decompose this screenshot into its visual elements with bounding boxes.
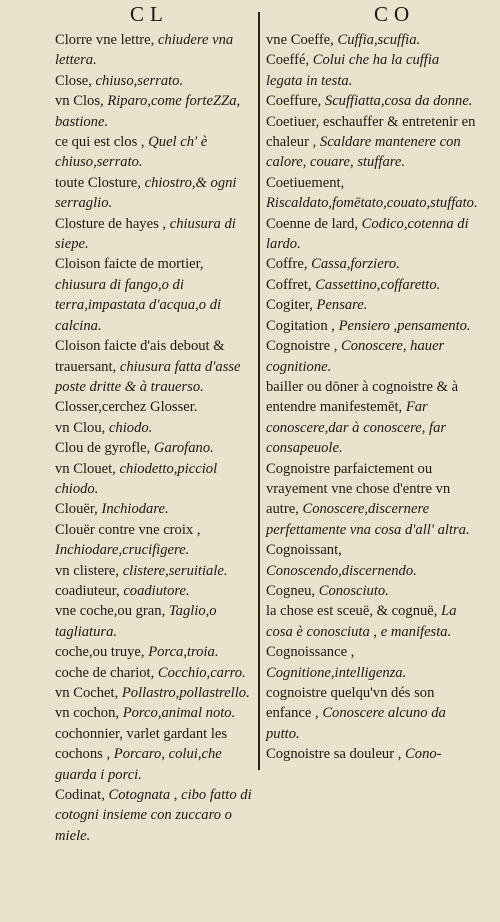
italian-translation: Pollastro,pollastrello.: [121, 685, 250, 701]
french-term: coadiuteur,: [55, 582, 120, 599]
dictionary-entry: [266, 91, 476, 111]
dictionary-entry: [266, 214, 476, 255]
italian-translation: Porco,animal noto.: [122, 705, 236, 722]
french-term: Coetiuer, eschauffer & entretenir en chaleur ,: [266, 113, 476, 151]
left-column: [55, 30, 255, 846]
dictionary-entry: [55, 214, 255, 255]
french-term: la chose est sceuë, & cognuë,: [266, 603, 438, 620]
italian-translation: chiusura di fango,o di terra,impastata d'acqua,o di calcina.: [55, 276, 222, 334]
italian-translation: chiuso,serrato.: [95, 72, 184, 89]
french-term: Cogitation ,: [266, 317, 335, 334]
dictionary-entry: [55, 663, 255, 683]
dictionary-entry: [266, 295, 476, 315]
dictionary-entry: [266, 173, 476, 214]
dictionary-entry: [55, 91, 255, 132]
italian-translation: Inchiodare,crucifigere.: [55, 542, 190, 559]
dictionary-entry: [266, 601, 476, 642]
french-term: Coffret,: [266, 276, 312, 293]
italian-translation: Riparo,come forteZZa, bastione.: [55, 93, 241, 130]
french-term: Cognoistre sa douleur ,: [266, 746, 402, 763]
italian-translation: Porca,troia.: [148, 644, 219, 661]
dictionary-entry: [55, 438, 255, 458]
header-left: CL: [130, 2, 169, 26]
french-term: Cloison faicte de mortier,: [55, 256, 204, 273]
dictionary-entry: [55, 520, 255, 561]
dictionary-entry: [55, 30, 255, 71]
french-term: Cloison faicte d'ais debout & trauersant,: [55, 338, 225, 375]
french-term: vn Clou,: [55, 419, 106, 436]
dictionary-entry: [55, 459, 255, 500]
dictionary-entry: [266, 540, 476, 581]
french-term: Coeffure,: [266, 93, 322, 110]
dictionary-entry: [55, 71, 255, 91]
french-term: ce qui est clos ,: [55, 134, 145, 151]
italian-translation: Scuffiatta,cosa da donne.: [324, 93, 473, 110]
french-term: Clouër,: [55, 501, 98, 518]
italian-translation: chiodo.: [108, 419, 153, 436]
french-term: Cognoissant,: [266, 542, 342, 559]
italian-translation: clistere,seruitiale.: [122, 562, 228, 579]
italian-translation: La cosa è conosciuta , e manifesta.: [266, 603, 457, 640]
italian-translation: Cotognata , cibo fatto di cotogni insieme con zuccaro o miele.: [55, 787, 252, 844]
dictionary-entry: [55, 397, 255, 417]
french-term: Coeffé,: [266, 52, 310, 69]
dictionary-entry: [266, 683, 476, 744]
french-term: Clorre vne lettre,: [55, 32, 155, 48]
italian-translation: chiusura di siepe.: [55, 215, 236, 253]
french-term: bailler ou dōner à cognoistre & à entendre manifestemēt,: [266, 378, 459, 416]
french-term: cochonnier, varlet gardant les cochons ,: [55, 725, 228, 763]
french-term: vn Clouet,: [55, 460, 116, 477]
dictionary-entry: [266, 316, 476, 336]
italian-translation: Porcaro, colui,che guarda i porci.: [55, 746, 222, 783]
french-term: Close,: [55, 72, 92, 89]
italian-translation: Cocchio,carro.: [157, 664, 246, 681]
italian-translation: Cassa,forziero.: [311, 256, 400, 273]
dictionary-entry: [266, 50, 476, 91]
french-term: Coenne de lard,: [266, 215, 358, 232]
french-term: Codinat,: [55, 787, 105, 804]
dictionary-entry: [55, 173, 255, 214]
dictionary-entry: [55, 724, 255, 785]
french-term: toute Closture,: [55, 174, 141, 191]
dictionary-entry: [266, 275, 476, 295]
italian-translation: Conoscere, hauer cognitione.: [266, 338, 445, 375]
dictionary-entry: [266, 30, 476, 50]
french-term: Coffre,: [266, 256, 308, 273]
italian-translation: Quel ch' è chiuso,serrato.: [55, 134, 208, 171]
french-term: vn Cochet,: [55, 685, 119, 701]
italian-translation: Taglio,o tagliatura.: [55, 603, 217, 640]
italian-translation: Conoscere alcuno da putto.: [266, 705, 446, 742]
dictionary-entry: [266, 744, 476, 764]
french-term: Clouër contre vne croix ,: [55, 521, 201, 538]
dictionary-entry: [55, 601, 255, 642]
french-term: Clou de gyrofle,: [55, 440, 151, 457]
french-term: Cognoistre ,: [266, 338, 338, 355]
italian-translation: coadiutore.: [123, 582, 190, 599]
french-term: coche,ou truye,: [55, 644, 145, 661]
french-term: vne coche,ou gran,: [55, 603, 166, 620]
italian-translation: Riscaldato,fomētato,couato,stuffato.: [266, 195, 478, 212]
dictionary-entry: [55, 785, 255, 846]
dictionary-entry: [55, 132, 255, 173]
italian-translation: Cognitione,intelligenza.: [266, 664, 407, 681]
dictionary-entry: [266, 336, 476, 377]
dictionary-entry: [55, 561, 255, 581]
french-term: vn Clos,: [55, 93, 104, 110]
page-header: [0, 0, 500, 26]
french-term: Closser,cerchez Glosser.: [55, 399, 198, 416]
french-term: coche de chariot,: [55, 664, 155, 681]
french-term: vn cochon,: [55, 705, 120, 722]
french-term: Closture de hayes ,: [55, 215, 167, 232]
italian-translation: Conosciuto.: [318, 582, 389, 599]
italian-translation: Cassettino,coffaretto.: [315, 276, 441, 293]
italian-translation: Conoscendo,discernendo.: [266, 562, 417, 579]
italian-translation: Cuffia,scuffia.: [337, 32, 421, 48]
dictionary-entry: [55, 418, 255, 438]
italian-translation: chiostro,& ogni serraglio.: [55, 174, 237, 212]
italian-translation: chiudere vna lettera.: [55, 32, 234, 69]
italian-translation: Scaldare mantenere con calore, couare, stuffare.: [266, 134, 461, 171]
italian-translation: Far conoscere,dar à conoscere, far consapeuole.: [266, 399, 447, 457]
italian-translation: Inchiodare.: [101, 501, 169, 518]
italian-translation: Conoscere,discernere perfettamente vna cosa d'all' altra.: [266, 501, 470, 538]
dictionary-entry: [55, 642, 255, 662]
italian-translation: chiodetto,picciol chiodo.: [55, 460, 218, 497]
dictionary-entry: [266, 459, 476, 541]
dictionary-entry: [55, 499, 255, 519]
dictionary-entry: [55, 336, 255, 397]
right-column: [266, 30, 476, 765]
dictionary-entry: [266, 112, 476, 173]
french-term: Cognoissance ,: [266, 644, 355, 661]
italian-translation: Colui che ha la cuffia legata in testa.: [266, 52, 440, 89]
italian-translation: Pensare.: [316, 297, 368, 314]
french-term: Cogneu,: [266, 582, 316, 599]
french-term: vn clistere,: [55, 562, 120, 579]
italian-translation: Pensiero ,pensamento.: [338, 317, 471, 334]
dictionary-entry: [55, 683, 255, 703]
italian-translation: chiusura fatta d'asse poste dritte & à trauerso.: [55, 358, 241, 395]
dictionary-entry: [266, 254, 476, 274]
dictionary-entry: [55, 581, 255, 601]
dictionary-entry: [266, 642, 476, 683]
dictionary-entry: [55, 703, 255, 723]
dictionary-entry: [266, 377, 476, 459]
french-term: Cogiter,: [266, 297, 313, 314]
italian-translation: Garofano.: [153, 440, 214, 457]
french-term: Cognoistre parfaictement ou vrayement vne chose d'entre vn autre,: [266, 460, 451, 518]
italian-translation: Cono-: [405, 746, 442, 763]
dictionary-entry: [55, 254, 255, 336]
dictionary-entry: [266, 581, 476, 601]
french-term: vne Coeffe,: [266, 32, 334, 48]
header-right: CO: [374, 2, 416, 26]
french-term: Coetiuement,: [266, 174, 345, 191]
column-divider: [258, 12, 260, 770]
french-term: cognoistre quelqu'vn dés son enfance ,: [266, 685, 435, 722]
italian-translation: Codico,cotenna di lardo.: [266, 215, 469, 253]
